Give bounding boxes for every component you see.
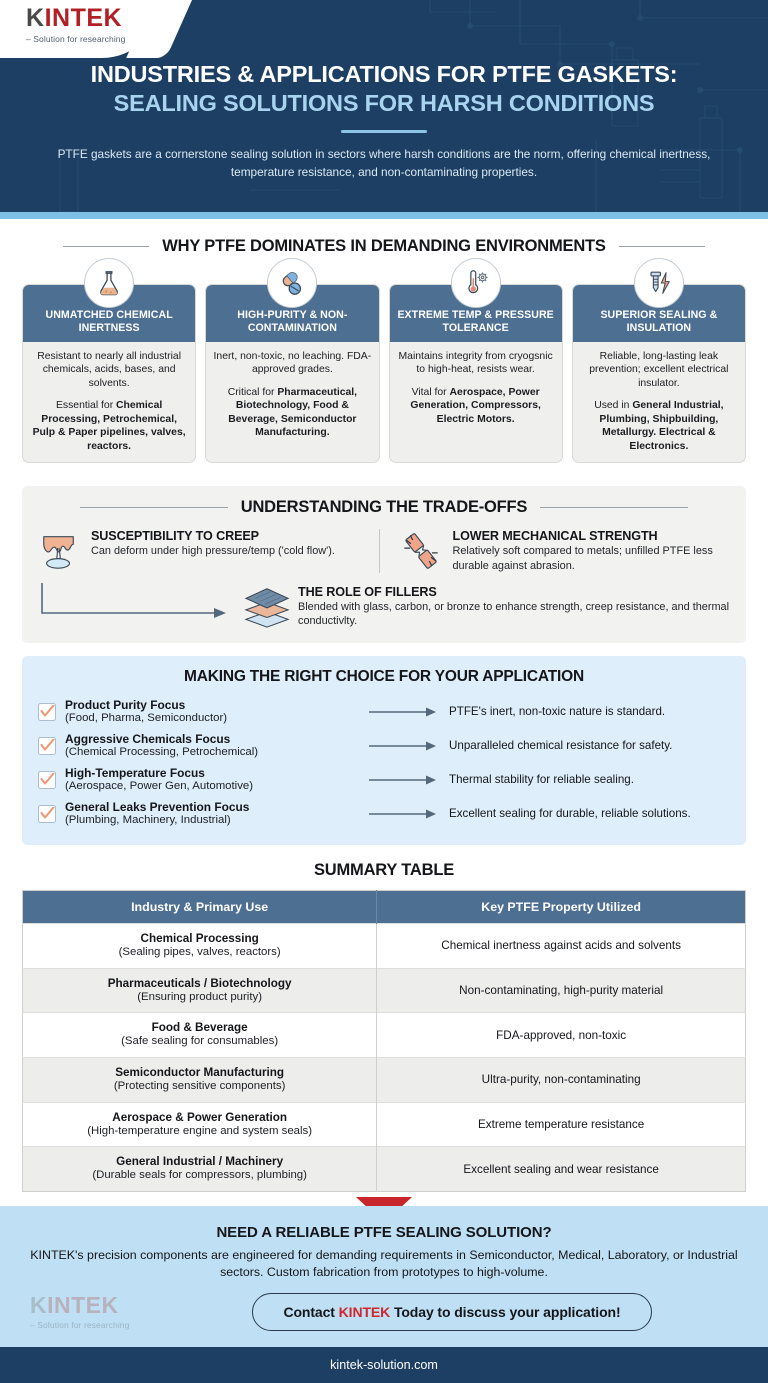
table-row: [23, 968, 746, 1013]
page-title-line1: INDUSTRIES & APPLICATIONS FOR PTFE GASKETS:: [90, 61, 678, 87]
para2-bold: Pharmaceutical, Biotechnology, Food & Beverage, Semiconductor Manufacturing.: [228, 386, 358, 439]
cell-property: Excellent sealing and wear resistance: [377, 1147, 746, 1192]
cta-paragraph: KINTEK's precision components are engineered for demanding requirements in Semiconductor, Medical, Laboratory, or Industrial sectors. Custom fabrication from prototypes to high-volume.: [30, 1248, 738, 1280]
tradeoff-strength-heading: LOWER MECHANICAL STRENGTH: [452, 529, 658, 544]
feature-card-grid: [0, 284, 768, 463]
tradeoff-strength-text: [453, 529, 733, 572]
feature-card-extreme-temp[interactable]: [389, 284, 563, 463]
cta-button-pre: Contact: [283, 1304, 339, 1321]
choice-arrow-icon: [367, 774, 449, 786]
tradeoffs-title: UNDERSTANDING THE TRADE-OFFS: [240, 498, 528, 517]
table-row: [23, 1057, 746, 1102]
choice-subtext: (Chemical Processing, Petrochemical): [65, 746, 259, 759]
choice-arrow-icon: [367, 740, 449, 752]
choice-section: [22, 656, 746, 845]
tradeoffs-title-row: [36, 498, 732, 517]
checkbox-checked-icon[interactable]: [38, 703, 56, 721]
industry-use: (High-temperature engine and system seals): [87, 1124, 313, 1137]
feature-card-heading: UNMATCHED CHEMICAL INERTNESS: [23, 285, 195, 342]
cta-button-brand: KINTEK: [338, 1304, 391, 1321]
cell-property: FDA-approved, non-toxic: [377, 1013, 746, 1058]
cta-section: [0, 1206, 768, 1347]
choice-result: PTFE's inert, non-toxic nature is standard.: [449, 705, 666, 719]
para2-bold: General Industrial, Plumbing, Shipbuilding, Metallurgy. Electrical & Electronics.: [599, 400, 724, 452]
choice-left: [65, 698, 367, 726]
choice-row[interactable]: [38, 797, 730, 831]
choice-left: [65, 800, 367, 828]
para2-prefix: Used in: [594, 400, 633, 412]
choice-left: [65, 766, 367, 794]
feature-card-body: [573, 342, 745, 454]
column-header-industry: Industry & Primary Use: [23, 890, 377, 923]
title-rule-left: [80, 507, 228, 508]
feature-card-para1: Resistant to nearly all industrial chemicals, acids, bases, and solvents.: [37, 350, 182, 389]
bolt-screw-icon: [634, 258, 684, 308]
cell-industry: [23, 1013, 377, 1058]
choice-row[interactable]: [38, 729, 730, 763]
header-accent-bar: [0, 212, 768, 219]
cell-industry: [23, 1102, 377, 1147]
choice-result: Thermal stability for reliable sealing.: [449, 773, 634, 787]
choice-subtext: (Aerospace, Power Gen, Automotive): [65, 780, 254, 793]
choice-heading: Aggressive Chemicals Focus: [65, 732, 231, 747]
summary-title: SUMMARY TABLE: [313, 860, 455, 879]
feature-card-para1: Inert, non-toxic, no leaching. FDA-approved grades.: [213, 350, 372, 376]
cell-industry: [23, 968, 377, 1013]
why-section: [0, 219, 768, 469]
choice-subtext: (Plumbing, Machinery, Industrial): [65, 814, 231, 827]
cta-heading: NEED A RELIABLE PTFE SEALING SOLUTION?: [216, 1224, 552, 1242]
feature-card-heading: SUPERIOR SEALING & INSULATION: [573, 285, 745, 342]
cell-industry: [23, 1147, 377, 1192]
industry-name: Aerospace & Power Generation: [112, 1110, 287, 1124]
footer-url[interactable]: kintek-solution.com: [330, 1358, 438, 1373]
cta-logo-wordmark: [30, 1294, 182, 1317]
cta-logo-letters-intek: INTEK: [47, 1292, 119, 1319]
fillers-body: Blended with glass, carbon, or bronze to enhance strength, creep resistance, and thermal conductivlty.: [298, 600, 730, 627]
table-header-row: [23, 890, 746, 923]
summary-table-head: [23, 890, 746, 923]
title-rule-right: [540, 507, 688, 508]
industry-use: (Durable seals for compressors, plumbing): [92, 1169, 307, 1182]
fillers-row: [36, 583, 732, 629]
cta-logo-tagline: – Solution for researching: [30, 1320, 130, 1331]
summary-section: [0, 845, 768, 1192]
page-footer: [0, 1347, 768, 1383]
feature-card-body: [206, 342, 378, 440]
melting-drip-icon: [36, 529, 82, 572]
cta-button-wrap: [182, 1293, 746, 1331]
choice-heading: General Leaks Prevention Focus: [65, 800, 250, 815]
feature-card-para2: [397, 386, 555, 427]
industry-name: Semiconductor Manufacturing: [115, 1065, 285, 1079]
cell-property: Extreme temperature resistance: [377, 1102, 746, 1147]
flask-icon: [84, 258, 134, 308]
kintek-logo[interactable]: [26, 6, 125, 44]
header-divider: [341, 130, 427, 133]
choice-heading: High-Temperature Focus: [65, 766, 205, 781]
industry-name: Food & Beverage: [151, 1021, 248, 1035]
industry-use: (Sealing pipes, valves, reactors): [118, 945, 281, 958]
para2-prefix: Essential for: [55, 400, 117, 412]
feature-card-para1: Maintains integrity from cryogsnic to high-heat, resists wear.: [398, 350, 553, 376]
feature-card-para2: [30, 399, 188, 453]
industry-use: (Safe sealing for consumables): [121, 1035, 279, 1048]
para2-bold: Aerospace, Power Generation, Compressors, Electric Motors.: [410, 386, 541, 425]
choice-arrow-icon: [367, 808, 449, 820]
cell-property: Ultra-purity, non-contaminating: [377, 1057, 746, 1102]
table-row: [23, 923, 746, 968]
title-rule-right: [619, 246, 705, 247]
feature-card-body: [390, 342, 562, 427]
feature-card-superior-sealing[interactable]: [572, 284, 746, 463]
para2-prefix: Critical for: [227, 386, 278, 398]
tradeoffs-grid: [36, 529, 732, 572]
choice-arrow-icon: [367, 706, 449, 718]
page-header: [0, 0, 768, 212]
checkbox-checked-icon[interactable]: [38, 737, 56, 755]
cell-industry: [23, 923, 377, 968]
summary-table-body: [23, 923, 746, 1191]
logo-letter-k: K: [26, 4, 45, 32]
choice-subtext: (Food, Pharma, Semiconductor): [65, 712, 228, 725]
industry-use: (Protecting sensitive components): [113, 1079, 286, 1092]
header-subtitle: PTFE gaskets are a cornerstone sealing solution in sectors where harsh conditions are the norm, offering chemical inertness, temperature resistance, and non-contaminating properties.: [57, 147, 711, 179]
cta-logo-letter-k: K: [30, 1292, 48, 1319]
logo-letters-intek: INTEK: [44, 4, 123, 32]
feature-card-para1: Reliable, long-lasting leak prevention; excellent electrical insulator.: [589, 350, 729, 389]
thermometer-gear-icon: [451, 258, 501, 308]
pills-icon: [267, 258, 317, 308]
feature-card-heading: EXTREME TEMP & PRESSURE TOLERANCE: [390, 285, 562, 342]
feature-card-high-purity[interactable]: [205, 284, 379, 463]
feature-card-para2: [580, 399, 738, 453]
checkbox-checked-icon[interactable]: [38, 771, 56, 789]
checkbox-checked-icon[interactable]: [38, 805, 56, 823]
layered-sheets-icon: [236, 583, 298, 629]
tradeoff-creep-text: [91, 529, 335, 572]
page-title-line2: SEALING SOLUTIONS FOR HARSH CONDITIONS: [113, 89, 655, 116]
industry-name: General Industrial / Machinery: [116, 1155, 284, 1169]
title-rule-left: [63, 246, 149, 247]
cta-arrow-wrap: [0, 1192, 768, 1206]
para2-prefix: Vital for: [411, 386, 450, 398]
fillers-text: [298, 583, 732, 628]
para2-bold: Chemical Processing, Petrochemical, Pulp & Paper pipelines, valves, reactors.: [32, 400, 186, 452]
choice-heading: Product Purity Focus: [65, 698, 186, 713]
industry-name: Pharmaceuticals / Biotechnology: [107, 976, 292, 990]
cell-property: Non-contaminating, high-purity material: [377, 968, 746, 1013]
cta-bottom-row: [22, 1293, 746, 1331]
choice-result: Excellent sealing for durable, reliable solutions.: [449, 807, 691, 821]
why-section-title-row: [0, 237, 768, 256]
tradeoff-creep-heading: SUSCEPTIBILITY TO CREEP: [91, 529, 259, 544]
cell-industry: [23, 1057, 377, 1102]
industry-use: (Ensuring product purity): [137, 990, 262, 1003]
choice-list: [38, 695, 730, 831]
cta-kintek-logo: [22, 1294, 182, 1330]
choice-result: Unparalleled chemical resistance for safety.: [449, 739, 673, 753]
tradeoff-creep-body: Can deform under high pressure/temp ('cold flow').: [91, 545, 335, 558]
tradeoffs-section: [22, 486, 746, 642]
choice-left: [65, 732, 367, 760]
summary-table: [22, 890, 746, 1192]
tradeoff-strength: [379, 529, 733, 572]
choice-row[interactable]: [38, 695, 730, 729]
feature-card-para2: [213, 386, 371, 440]
table-row: [23, 1013, 746, 1058]
choice-title: MAKING THE RIGHT CHOICE FOR YOUR APPLICATION: [184, 667, 584, 685]
table-row: [23, 1102, 746, 1147]
broken-bar-icon: [398, 529, 444, 572]
tradeoff-creep: [36, 529, 371, 572]
table-row: [23, 1147, 746, 1192]
why-section-title: WHY PTFE DOMINATES IN DEMANDING ENVIRONMENTS: [162, 237, 606, 255]
logo-wordmark: [26, 6, 125, 31]
logo-tagline: – Solution for researching: [26, 34, 126, 44]
industry-name: Chemical Processing: [140, 931, 259, 945]
fillers-heading: THE ROLE OF FILLERS: [298, 584, 437, 599]
choice-row[interactable]: [38, 763, 730, 797]
cell-property: Chemical inertness against acids and solvents: [377, 923, 746, 968]
contact-kintek-button[interactable]: [252, 1293, 651, 1331]
fillers-connector-arrow: [36, 583, 236, 629]
cta-button-post: Today to discuss your application!: [390, 1304, 621, 1321]
feature-card-body: [23, 342, 195, 454]
column-header-property: Key PTFE Property Utilized: [377, 890, 746, 923]
feature-card-heading: HIGH-PURITY & NON-CONTAMINATION: [206, 285, 378, 342]
tradeoff-strength-body: Relatively soft compared to metals; unfilled PTFE less durable against abrasion.: [452, 545, 713, 572]
feature-card-chemical-inertness[interactable]: [22, 284, 196, 463]
